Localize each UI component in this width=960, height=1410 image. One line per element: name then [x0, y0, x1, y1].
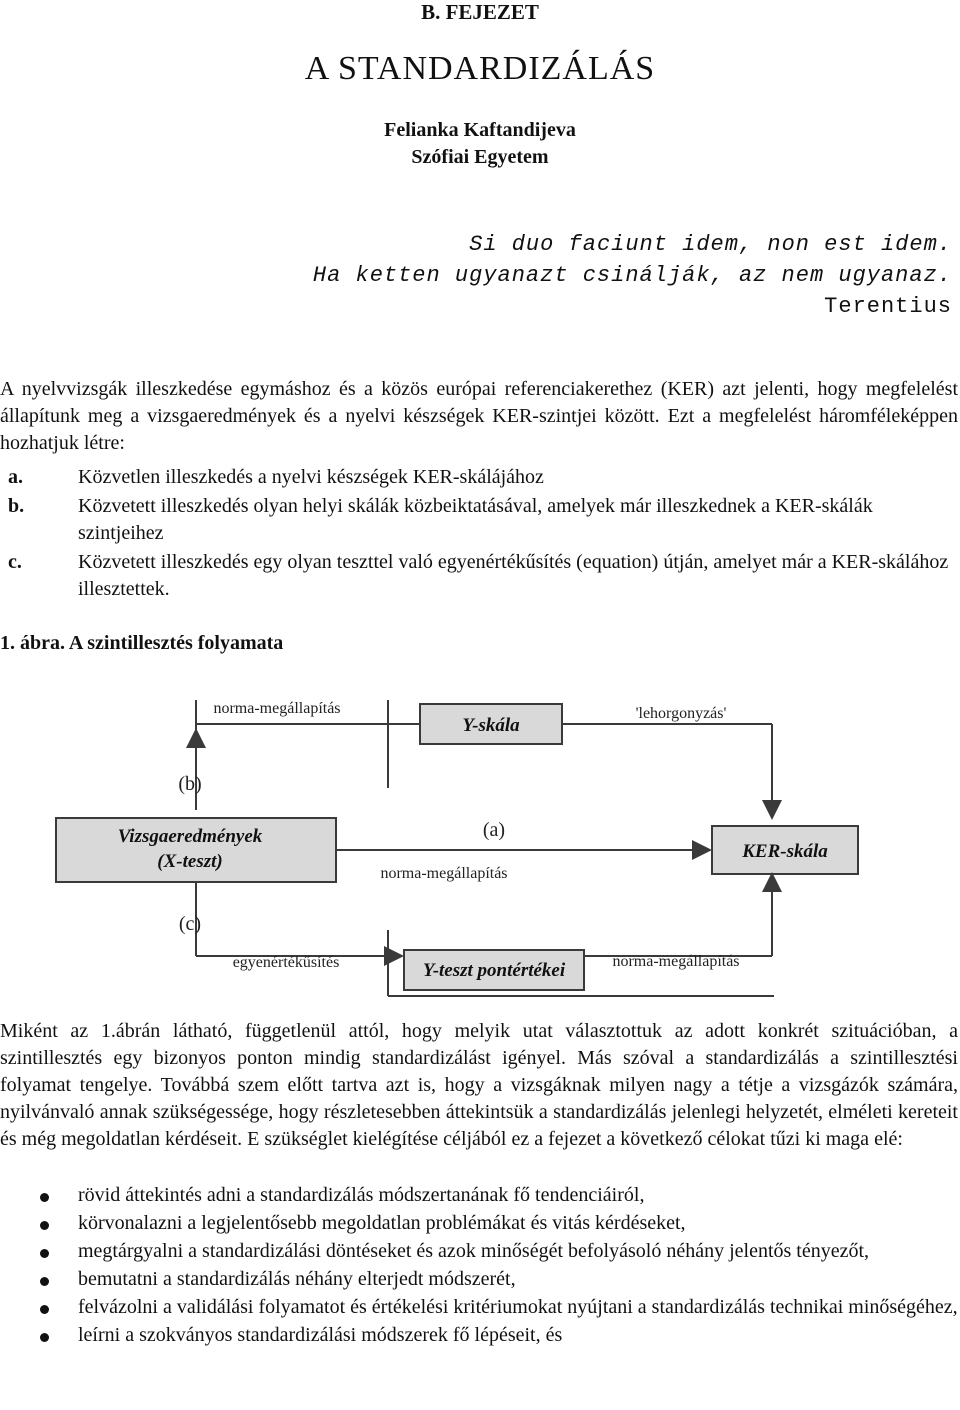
ker-scale-label: KER-skála	[742, 841, 828, 862]
bullet-icon	[40, 1305, 49, 1314]
leveling-process-diagram	[0, 680, 960, 1000]
bullet-text: leírni a szokványos standardizálási módszerek fő lépéseit, és	[78, 1324, 563, 1346]
list-item	[0, 1238, 958, 1265]
list-text: Közvetett illeszkedés olyan helyi skálák közbeiktatásával, amelyek már illeszkednek a KER-skálák szintjeihez	[78, 495, 873, 544]
lehorgonyzas-label: 'lehorgonyzás'	[635, 705, 727, 722]
norma-label-top: norma-megállapítás	[213, 700, 341, 717]
epigraph-attribution: Terentius	[824, 294, 952, 319]
y-scale-label: Y-skála	[462, 715, 520, 736]
intro-text: A nyelvvizsgák illeszkedése egymáshoz és a közös európai referenciakerethez (KER) azt jelenti, hogy megfelelést állapítunk meg a vizsgaeredmények és a nyelvi készségek KER-szintjei között. Ezt a megfelelést háromféleképpen hozhatjuk létre:	[0, 378, 958, 454]
list-item	[0, 1322, 958, 1349]
author-affiliation: Szófiai Egyetem	[411, 146, 549, 168]
exam-results-label: Vizsgaeredmények	[117, 826, 263, 847]
bullet-icon	[40, 1221, 49, 1230]
norma-label-mid: norma-megállapítás	[380, 865, 508, 882]
list-item	[0, 1266, 958, 1293]
epigraph-line-1: Si duo faciunt idem, non est idem.	[469, 232, 952, 257]
bullet-text: megtárgyalni a standardizálási döntéseket és azok minőségét befolyásoló néhány jelentős tényezőt,	[78, 1240, 870, 1262]
page-title: A STANDARDIZÁLÁS	[304, 50, 656, 87]
bullet-text: körvonalazni a legjelentősebb megoldatlan problémákat és vitás kérdéseket,	[78, 1212, 686, 1234]
list-marker: a.	[8, 466, 23, 488]
x-test-label: (X-teszt)	[157, 851, 223, 872]
intro-paragraph	[0, 376, 958, 457]
bullet-text: rövid áttekintés adni a standardizálás módszertanának fő tendenciáiról,	[78, 1184, 645, 1206]
list-text: Közvetett illeszkedés egy olyan teszttel való egyenértékűsítés (equation) útján, amelyet már a KER-skálához illesztettek.	[78, 551, 949, 600]
list-marker: c.	[8, 551, 22, 573]
list-item	[0, 1182, 958, 1209]
author-name: Felianka Kaftandijeva	[384, 119, 576, 141]
bullet-icon	[40, 1333, 49, 1342]
list-marker: b.	[8, 495, 25, 517]
bullet-text: felvázolni a validálási folyamatot és értékelési kritériumokat nyújtani a standardizálás technikai minőségéhez,	[78, 1296, 958, 1318]
epigraph-line-2: Ha ketten ugyanazt csinálják, az nem ugyanaz.	[312, 263, 952, 288]
body-paragraph	[0, 1018, 958, 1153]
label-a: (a)	[482, 819, 506, 841]
bullet-icon	[40, 1193, 49, 1202]
y-test-scores-label: Y-teszt pontértékei	[422, 960, 566, 981]
goals-list	[0, 1182, 958, 1350]
body-text: Miként az 1.ábrán látható, függetlenül attól, hogy melyik utat választottuk az adott konkrét szituációban, a szintillesztés egy bizonyos ponton mindig standardizálást igényel. Más szóval a standardizálás a szintillesztési folyamat tengelye. Továbbá szem előtt tartva azt is, hogy a vizsgáknak milyen nagy a tétje a vizsgázók számára, nyilvánvaló annak szükségessége, hogy részletesebben áttekintsük a standardizálás jelenlegi helyzetét, elméleti kereteit és még megoldatlan kérdéseit. E szükséglet kielégítése céljából ez a fejezet a következő célokat tűzi ki maga elé:	[0, 1020, 958, 1150]
bullet-text: bemutatni a standardizálás néhány elterjedt módszerét,	[78, 1268, 516, 1290]
norma-label-bottom: norma-megállapítás	[612, 953, 740, 970]
label-b: (b)	[178, 773, 202, 795]
figure-caption: 1. ábra. A szintillesztés folyamata	[0, 632, 284, 654]
egyenertekusites-label: egyenértékűsítés	[232, 954, 340, 971]
bullet-icon	[40, 1249, 49, 1258]
list-item	[0, 1210, 958, 1237]
chapter-heading: B. FEJEZET	[421, 0, 539, 24]
bullet-icon	[40, 1277, 49, 1286]
label-c: (c)	[178, 913, 202, 935]
list-item	[0, 1294, 958, 1321]
list-text: Közvetlen illeszkedés a nyelvi készségek KER-skálájához	[78, 466, 544, 488]
